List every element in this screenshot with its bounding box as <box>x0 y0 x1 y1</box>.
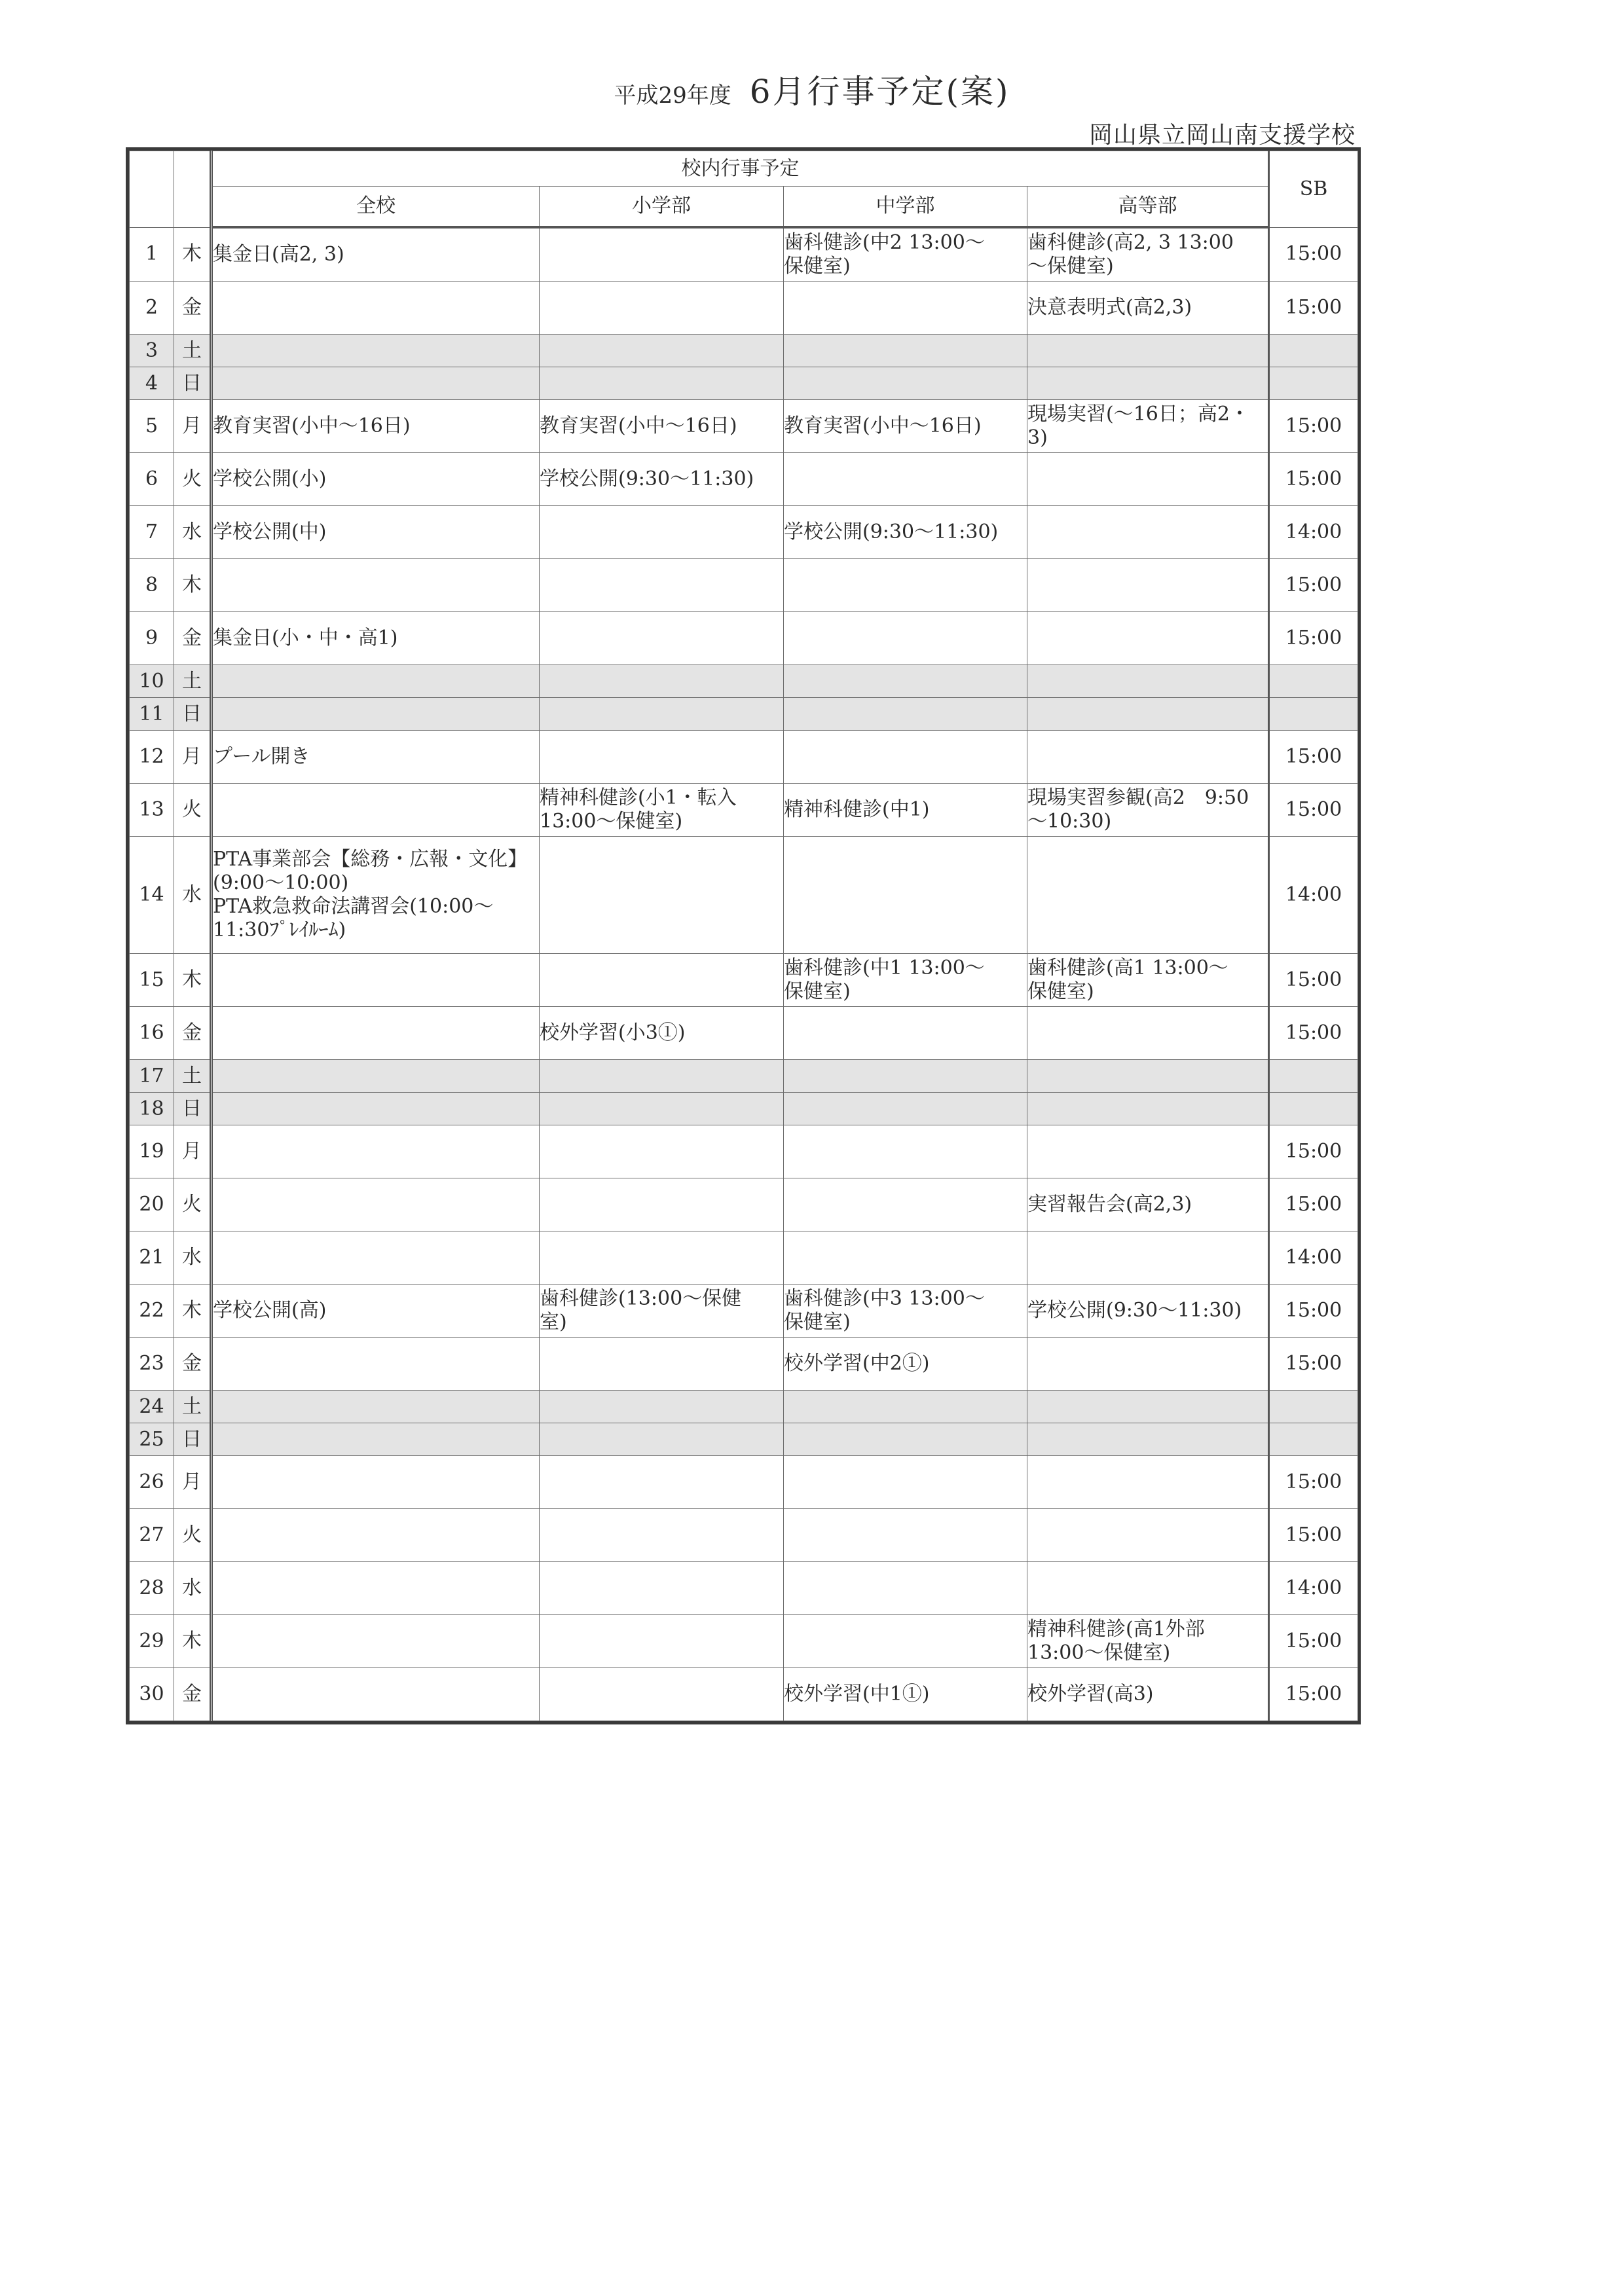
all-school-cell <box>212 1338 540 1391</box>
sb-time-cell: 15:00 <box>1269 227 1358 282</box>
elementary-cell <box>540 1093 784 1125</box>
day-cell: 17 <box>130 1060 174 1093</box>
school-name: 岡山県立岡山南支援学校 <box>1088 122 1356 149</box>
sb-time-cell: 15:00 <box>1269 954 1358 1007</box>
high-school-cell <box>1027 1615 1269 1668</box>
table-row <box>130 335 1358 367</box>
high-school-cell <box>1027 559 1269 612</box>
sb-time-cell <box>1269 698 1358 731</box>
elementary-cell <box>540 1338 784 1391</box>
table-row <box>130 1093 1358 1125</box>
junior-high-cell <box>784 1391 1027 1423</box>
day-cell: 11 <box>130 698 174 731</box>
day-cell: 23 <box>130 1338 174 1391</box>
junior-high-cell <box>784 367 1027 400</box>
weekday-cell: 木 <box>174 1615 212 1668</box>
table-row <box>130 612 1358 665</box>
table-row <box>130 1423 1358 1456</box>
elementary-cell <box>540 1509 784 1562</box>
all-school-cell <box>212 1285 540 1338</box>
high-school-cell <box>1027 367 1269 400</box>
high-school-cell <box>1027 1391 1269 1423</box>
high-school-cell <box>1027 1060 1269 1093</box>
weekday-cell: 水 <box>174 506 212 559</box>
junior-high-cell <box>784 1285 1027 1338</box>
header-day-cell <box>130 151 174 228</box>
day-cell: 16 <box>130 1007 174 1060</box>
weekday-cell: 金 <box>174 1668 212 1721</box>
all-school-cell <box>212 698 540 731</box>
weekday-cell: 木 <box>174 227 212 282</box>
table-row <box>130 954 1358 1007</box>
weekday-cell: 日 <box>174 367 212 400</box>
weekday-cell: 金 <box>174 1007 212 1060</box>
day-cell: 22 <box>130 1285 174 1338</box>
sb-time-cell: 15:00 <box>1269 1509 1358 1562</box>
table-row <box>130 731 1358 784</box>
elementary-cell <box>540 954 784 1007</box>
elementary-cell <box>540 1285 784 1338</box>
event-text: 校外学習(小3①) <box>540 1021 686 1044</box>
sb-time-cell: 14:00 <box>1269 506 1358 559</box>
sb-time-cell: 15:00 <box>1269 400 1358 453</box>
day-cell: 9 <box>130 612 174 665</box>
day-cell: 24 <box>130 1391 174 1423</box>
junior-high-cell <box>784 731 1027 784</box>
junior-high-cell <box>784 227 1027 282</box>
high-school-cell <box>1027 784 1269 837</box>
junior-high-cell <box>784 506 1027 559</box>
weekday-cell: 水 <box>174 837 212 954</box>
event-text: 学校公開(9:30～11:30) <box>540 467 754 490</box>
junior-high-cell <box>784 837 1027 954</box>
sb-time-cell: 15:00 <box>1269 1615 1358 1668</box>
weekday-cell: 土 <box>174 1391 212 1423</box>
high-school-cell <box>1027 1509 1269 1562</box>
elementary-cell <box>540 1007 784 1060</box>
junior-high-cell <box>784 1668 1027 1721</box>
page-title <box>0 65 1624 113</box>
table-row <box>130 1231 1358 1285</box>
weekday-cell: 日 <box>174 698 212 731</box>
high-school-cell <box>1027 731 1269 784</box>
sb-time-cell: 15:00 <box>1269 1178 1358 1231</box>
all-school-cell <box>212 227 540 282</box>
weekday-cell: 火 <box>174 1178 212 1231</box>
day-cell: 8 <box>130 559 174 612</box>
weekday-cell: 月 <box>174 1125 212 1178</box>
high-school-cell <box>1027 1285 1269 1338</box>
high-school-cell <box>1027 282 1269 335</box>
all-school-cell <box>212 612 540 665</box>
elementary-cell <box>540 1456 784 1509</box>
day-cell: 19 <box>130 1125 174 1178</box>
elementary-cell <box>540 400 784 453</box>
elementary-cell <box>540 698 784 731</box>
all-school-cell <box>212 1007 540 1060</box>
junior-high-cell <box>784 559 1027 612</box>
sb-time-cell: 15:00 <box>1269 1125 1358 1178</box>
header-elementary: 小学部 <box>540 187 784 228</box>
high-school-cell <box>1027 698 1269 731</box>
high-school-cell <box>1027 335 1269 367</box>
table-row <box>130 665 1358 698</box>
junior-high-cell <box>784 1338 1027 1391</box>
all-school-cell <box>212 1391 540 1423</box>
sb-time-cell: 15:00 <box>1269 282 1358 335</box>
weekday-cell: 月 <box>174 400 212 453</box>
weekday-cell: 金 <box>174 282 212 335</box>
event-text: 現場実習参観(高2 9:50 ～10:30) <box>1027 786 1249 833</box>
table-row <box>130 1338 1358 1391</box>
day-cell: 3 <box>130 335 174 367</box>
event-text: プール開き <box>213 745 310 768</box>
day-cell: 28 <box>130 1562 174 1615</box>
all-school-cell <box>212 837 540 954</box>
table-row <box>130 1285 1358 1338</box>
sb-time-cell <box>1269 335 1358 367</box>
high-school-cell <box>1027 1125 1269 1178</box>
elementary-cell <box>540 1668 784 1721</box>
schedule-title: 6月行事予定(案) <box>749 73 1010 111</box>
junior-high-cell <box>784 1125 1027 1178</box>
elementary-cell <box>540 282 784 335</box>
all-school-cell <box>212 954 540 1007</box>
elementary-cell <box>540 367 784 400</box>
all-school-cell <box>212 731 540 784</box>
junior-high-cell <box>784 1562 1027 1615</box>
weekday-cell: 水 <box>174 1231 212 1285</box>
junior-high-cell <box>784 665 1027 698</box>
all-school-cell <box>212 559 540 612</box>
event-text: 実習報告会(高2,3) <box>1027 1193 1192 1216</box>
sb-time-cell <box>1269 1060 1358 1093</box>
day-cell: 12 <box>130 731 174 784</box>
high-school-cell <box>1027 1007 1269 1060</box>
header-junior-high: 中学部 <box>784 187 1027 228</box>
all-school-cell <box>212 1562 540 1615</box>
all-school-cell <box>212 1178 540 1231</box>
high-school-cell <box>1027 1093 1269 1125</box>
junior-high-cell <box>784 612 1027 665</box>
weekday-cell: 火 <box>174 453 212 506</box>
sb-time-cell <box>1269 1423 1358 1456</box>
table-row <box>130 282 1358 335</box>
table-row <box>130 1007 1358 1060</box>
junior-high-cell <box>784 282 1027 335</box>
table-row <box>130 698 1358 731</box>
junior-high-cell <box>784 1231 1027 1285</box>
day-cell: 1 <box>130 227 174 282</box>
elementary-cell <box>540 506 784 559</box>
sb-time-cell: 15:00 <box>1269 1285 1358 1338</box>
schedule-table <box>129 151 1358 1721</box>
junior-high-cell <box>784 954 1027 1007</box>
sb-time-cell: 15:00 <box>1269 1007 1358 1060</box>
weekday-cell: 月 <box>174 731 212 784</box>
elementary-cell <box>540 335 784 367</box>
junior-high-cell <box>784 335 1027 367</box>
all-school-cell <box>212 282 540 335</box>
table-row <box>130 1509 1358 1562</box>
elementary-cell <box>540 665 784 698</box>
header-group: 校内行事予定 <box>212 151 1269 187</box>
event-text: 現場実習(～16日；高2・ 3) <box>1027 403 1249 449</box>
sb-time-cell <box>1269 1093 1358 1125</box>
junior-high-cell <box>784 1615 1027 1668</box>
event-text: 学校公開(中) <box>213 520 327 543</box>
all-school-cell <box>212 1615 540 1668</box>
high-school-cell <box>1027 227 1269 282</box>
day-cell: 18 <box>130 1093 174 1125</box>
day-cell: 7 <box>130 506 174 559</box>
table-row <box>130 1668 1358 1721</box>
high-school-cell <box>1027 400 1269 453</box>
weekday-cell: 金 <box>174 1338 212 1391</box>
event-text: 決意表明式(高2,3) <box>1027 296 1192 319</box>
event-text: 校外学習(中2①) <box>784 1352 930 1375</box>
table-row <box>130 453 1358 506</box>
event-text: 歯科健診(中3 13:00～ 保健室) <box>784 1287 985 1334</box>
day-cell: 26 <box>130 1456 174 1509</box>
day-cell: 5 <box>130 400 174 453</box>
sb-time-cell <box>1269 665 1358 698</box>
sb-time-cell: 15:00 <box>1269 559 1358 612</box>
high-school-cell <box>1027 1178 1269 1231</box>
event-text: 精神科健診(中1) <box>784 798 930 821</box>
day-cell: 15 <box>130 954 174 1007</box>
weekday-cell: 水 <box>174 1562 212 1615</box>
all-school-cell <box>212 665 540 698</box>
table-row <box>130 1178 1358 1231</box>
table-row <box>130 227 1358 282</box>
all-school-cell <box>212 784 540 837</box>
event-text: 校外学習(高3) <box>1027 1683 1154 1705</box>
elementary-cell <box>540 1231 784 1285</box>
sb-time-cell: 15:00 <box>1269 1338 1358 1391</box>
all-school-cell <box>212 335 540 367</box>
all-school-cell <box>212 1668 540 1721</box>
junior-high-cell <box>784 1007 1027 1060</box>
event-text: PTA事業部会【総務・広報・文化】 (9:00～10:00) PTA救急救命法講習会(10:00～ 11:30ﾌﾟﾚｲﾙｰﾑ) <box>213 848 528 941</box>
table-row <box>130 400 1358 453</box>
junior-high-cell <box>784 1456 1027 1509</box>
event-text: 学校公開(9:30～11:30) <box>784 520 999 543</box>
junior-high-cell <box>784 1060 1027 1093</box>
all-school-cell <box>212 453 540 506</box>
day-cell: 13 <box>130 784 174 837</box>
all-school-cell <box>212 1423 540 1456</box>
high-school-cell <box>1027 1562 1269 1615</box>
weekday-cell: 日 <box>174 1093 212 1125</box>
table-row <box>130 784 1358 837</box>
event-text: 学校公開(高) <box>213 1299 327 1322</box>
day-cell: 27 <box>130 1509 174 1562</box>
event-text: 歯科健診(中1 13:00～ 保健室) <box>784 957 985 1003</box>
sb-time-cell: 15:00 <box>1269 1456 1358 1509</box>
sb-time-cell: 15:00 <box>1269 731 1358 784</box>
day-cell: 4 <box>130 367 174 400</box>
header-high-school: 高等部 <box>1027 187 1269 228</box>
table-row <box>130 1456 1358 1509</box>
event-text: 精神科健診(小1・転入 13:00～保健室) <box>540 786 737 833</box>
junior-high-cell <box>784 1178 1027 1231</box>
weekday-cell: 金 <box>174 612 212 665</box>
event-text: 歯科健診(高2, 3 13:00 ～保健室) <box>1027 231 1234 278</box>
high-school-cell <box>1027 1231 1269 1285</box>
weekday-cell: 日 <box>174 1423 212 1456</box>
table-row <box>130 1615 1358 1668</box>
event-text: 精神科健診(高1外部 13:00～保健室) <box>1027 1618 1205 1664</box>
sb-time-cell: 15:00 <box>1269 784 1358 837</box>
high-school-cell <box>1027 1668 1269 1721</box>
table-row <box>130 506 1358 559</box>
elementary-cell <box>540 1060 784 1093</box>
elementary-cell <box>540 227 784 282</box>
sb-time-cell: 14:00 <box>1269 1562 1358 1615</box>
day-cell: 14 <box>130 837 174 954</box>
weekday-cell: 火 <box>174 1509 212 1562</box>
event-text: 教育実習(小中～16日) <box>540 414 737 437</box>
table-row <box>130 559 1358 612</box>
high-school-cell <box>1027 1338 1269 1391</box>
elementary-cell <box>540 784 784 837</box>
event-text: 集金日(小・中・高1) <box>213 627 398 649</box>
sb-time-cell: 14:00 <box>1269 1231 1358 1285</box>
elementary-cell <box>540 1391 784 1423</box>
event-text: 校外学習(中1①) <box>784 1683 930 1705</box>
junior-high-cell <box>784 1093 1027 1125</box>
header-row-columns <box>130 187 1358 228</box>
all-school-cell <box>212 1093 540 1125</box>
fiscal-year: 平成29年度 <box>614 82 731 109</box>
sb-time-cell: 15:00 <box>1269 453 1358 506</box>
all-school-cell <box>212 400 540 453</box>
event-text: 教育実習(小中～16日) <box>213 414 411 437</box>
junior-high-cell <box>784 784 1027 837</box>
sb-time-cell: 15:00 <box>1269 1668 1358 1721</box>
header-row-group <box>130 151 1358 187</box>
elementary-cell <box>540 1615 784 1668</box>
day-cell: 20 <box>130 1178 174 1231</box>
event-text: 学校公開(9:30～11:30) <box>1027 1299 1242 1322</box>
day-cell: 29 <box>130 1615 174 1668</box>
high-school-cell <box>1027 954 1269 1007</box>
weekday-cell: 木 <box>174 1285 212 1338</box>
junior-high-cell <box>784 400 1027 453</box>
junior-high-cell <box>784 1509 1027 1562</box>
header-all-school: 全校 <box>212 187 540 228</box>
event-text: 集金日(高2, 3) <box>213 243 344 266</box>
day-cell: 10 <box>130 665 174 698</box>
all-school-cell <box>212 367 540 400</box>
table-row <box>130 1562 1358 1615</box>
elementary-cell <box>540 1423 784 1456</box>
header-weekday-cell <box>174 151 212 228</box>
junior-high-cell <box>784 698 1027 731</box>
elementary-cell <box>540 731 784 784</box>
elementary-cell <box>540 837 784 954</box>
event-text: 歯科健診(高1 13:00～ 保健室) <box>1027 957 1228 1003</box>
event-text: 歯科健診(中2 13:00～ 保健室) <box>784 231 985 278</box>
junior-high-cell <box>784 1423 1027 1456</box>
sb-time-cell: 14:00 <box>1269 837 1358 954</box>
all-school-cell <box>212 506 540 559</box>
all-school-cell <box>212 1509 540 1562</box>
day-cell: 25 <box>130 1423 174 1456</box>
elementary-cell <box>540 1125 784 1178</box>
event-text: 歯科健診(13:00～保健 室) <box>540 1287 742 1334</box>
sb-time-cell <box>1269 367 1358 400</box>
sb-time-cell <box>1269 1391 1358 1423</box>
high-school-cell <box>1027 453 1269 506</box>
all-school-cell <box>212 1125 540 1178</box>
elementary-cell <box>540 1178 784 1231</box>
weekday-cell: 月 <box>174 1456 212 1509</box>
weekday-cell: 土 <box>174 665 212 698</box>
high-school-cell <box>1027 1423 1269 1456</box>
table-row <box>130 1391 1358 1423</box>
weekday-cell: 土 <box>174 335 212 367</box>
elementary-cell <box>540 559 784 612</box>
weekday-cell: 土 <box>174 1060 212 1093</box>
weekday-cell: 火 <box>174 784 212 837</box>
sb-time-cell: 15:00 <box>1269 612 1358 665</box>
elementary-cell <box>540 1562 784 1615</box>
all-school-cell <box>212 1060 540 1093</box>
high-school-cell <box>1027 665 1269 698</box>
weekday-cell: 木 <box>174 954 212 1007</box>
elementary-cell <box>540 612 784 665</box>
high-school-cell <box>1027 1456 1269 1509</box>
high-school-cell <box>1027 837 1269 954</box>
table-row <box>130 1125 1358 1178</box>
table-row <box>130 837 1358 954</box>
all-school-cell <box>212 1456 540 1509</box>
table-row <box>130 1060 1358 1093</box>
table-row <box>130 367 1358 400</box>
high-school-cell <box>1027 612 1269 665</box>
high-school-cell <box>1027 506 1269 559</box>
elementary-cell <box>540 453 784 506</box>
day-cell: 30 <box>130 1668 174 1721</box>
day-cell: 2 <box>130 282 174 335</box>
weekday-cell: 木 <box>174 559 212 612</box>
day-cell: 6 <box>130 453 174 506</box>
junior-high-cell <box>784 453 1027 506</box>
event-text: 教育実習(小中～16日) <box>784 414 982 437</box>
event-text: 学校公開(小) <box>213 467 327 490</box>
all-school-cell <box>212 1231 540 1285</box>
header-sb: SB <box>1269 151 1358 228</box>
day-cell: 21 <box>130 1231 174 1285</box>
